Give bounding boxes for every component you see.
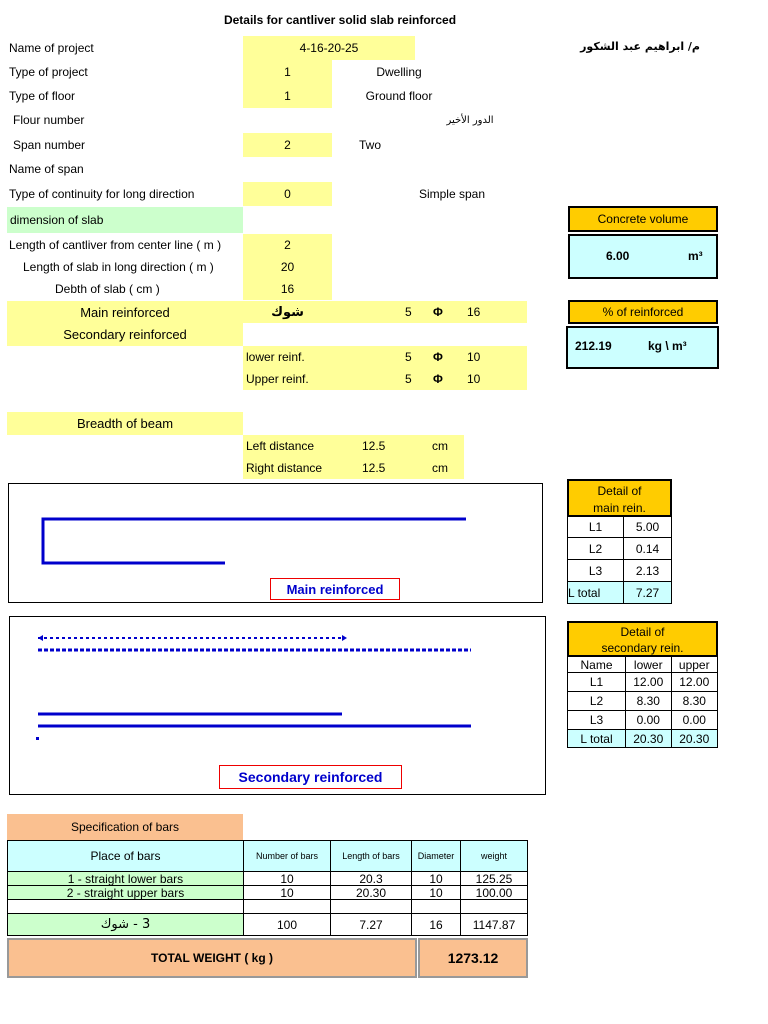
main-reinf-phi: Φ <box>433 305 443 319</box>
secondary-detail-total-upper: 20.30 <box>671 730 718 748</box>
depth-label: Debth of slab ( cm ) <box>55 282 160 296</box>
secondary-detail-name: L2 <box>568 692 626 711</box>
table-row <box>8 914 528 936</box>
table-row <box>8 841 528 872</box>
secondary-detail-name: L3 <box>568 711 626 730</box>
floor-type-label: Type of floor <box>9 89 76 103</box>
upper-bar-arrow <box>342 635 347 641</box>
floor-type-value[interactable]: 1 <box>243 84 332 108</box>
main-detail-value: 5.00 <box>624 516 672 538</box>
secondary-detail-title-2: secondary rein. <box>601 641 684 655</box>
secondary-detail-total-label: L total <box>568 730 626 748</box>
spec-diameter: 10 <box>412 886 461 900</box>
lower-reinf-phi: Φ <box>433 350 443 364</box>
long-length-label: Length of slab in long direction ( m ) <box>23 260 214 274</box>
span-number-value[interactable]: 2 <box>243 133 332 157</box>
project-type-label: Type of project <box>9 65 88 79</box>
spec-title: Specification of bars <box>7 814 243 840</box>
beam-right-unit: cm <box>432 461 448 475</box>
spec-empty-cell <box>244 900 331 914</box>
percent-header: % of reinforced <box>568 300 718 324</box>
upper-reinf-count[interactable]: 5 <box>405 372 412 386</box>
continuity-text: Simple span <box>418 187 486 201</box>
continuity-value[interactable]: 0 <box>243 182 332 206</box>
upper-bar-arrow-left <box>38 635 43 641</box>
spec-header-place: Place of bars <box>8 841 244 872</box>
table-row <box>568 730 718 748</box>
secondary-drawing-caption: Secondary reinforced <box>219 765 402 789</box>
spec-header-diameter: Diameter <box>412 841 461 872</box>
depth-value[interactable]: 16 <box>243 278 332 300</box>
spec-empty-cell <box>412 900 461 914</box>
project-name-value[interactable]: 4-16-20-25 <box>243 36 415 60</box>
main-detail-header <box>567 479 672 517</box>
spec-number: 10 <box>244 872 331 886</box>
spec-empty-cell <box>331 900 412 914</box>
spec-place: 1 - straight lower bars <box>8 872 244 886</box>
main-detail-total: 7.27 <box>624 582 672 604</box>
main-detail-name: L1 <box>568 516 624 538</box>
project-type-value[interactable]: 1 <box>243 60 332 84</box>
cantilever-length-label: Length of cantliver from center line ( m ) <box>9 238 222 252</box>
table-row <box>568 560 672 582</box>
engineer-name: م/ ابراهيم عبد الشكور <box>580 40 700 53</box>
table-row <box>568 692 718 711</box>
concrete-volume-unit: m³ <box>688 249 703 263</box>
secondary-detail-header-name: Name <box>568 657 626 673</box>
main-detail-value: 0.14 <box>624 538 672 560</box>
dimension-header: dimension of slab <box>7 207 243 233</box>
beam-right-label: Right distance <box>246 461 323 475</box>
cantilever-length-value[interactable]: 2 <box>243 234 332 256</box>
beam-left-label: Left distance <box>246 439 315 453</box>
spec-header-length: Length of bars <box>331 841 412 872</box>
main-detail-name: L3 <box>568 560 624 582</box>
spec-number: 100 <box>244 914 331 936</box>
secondary-detail-table <box>567 656 718 748</box>
upper-reinf-label: Upper reinf. <box>246 372 309 386</box>
spec-weight: 125.25 <box>461 872 528 886</box>
table-row <box>568 538 672 560</box>
secondary-detail-name: L1 <box>568 673 626 692</box>
secondary-detail-upper: 12.00 <box>671 673 718 692</box>
secondary-reinf-label: Secondary reinforced <box>7 323 243 346</box>
project-name-label: Name of project <box>9 41 94 55</box>
beam-label: Breadth of beam <box>7 412 243 435</box>
spec-empty-cell <box>8 900 244 914</box>
concrete-volume-header: Concrete volume <box>568 206 718 232</box>
spec-header-weight: weight <box>461 841 528 872</box>
table-row <box>8 886 528 900</box>
spec-length: 20.30 <box>331 886 412 900</box>
table-row <box>568 711 718 730</box>
main-detail-table <box>567 515 672 604</box>
floor-number-text: الدور الأخير <box>446 114 494 126</box>
secondary-detail-upper: 0.00 <box>671 711 718 730</box>
spec-weight: 1147.87 <box>461 914 528 936</box>
span-name-label: Name of span <box>9 162 84 176</box>
spec-length: 7.27 <box>331 914 412 936</box>
lower-reinf-count[interactable]: 5 <box>405 350 412 364</box>
main-reinf-label: Main reinforced <box>80 304 170 320</box>
main-bar-shape <box>43 519 466 563</box>
continuity-label: Type of continuity for long direction <box>9 187 195 201</box>
secondary-detail-upper: 8.30 <box>671 692 718 711</box>
main-detail-title-1: Detail of <box>597 484 642 498</box>
spec-diameter: 10 <box>412 872 461 886</box>
secondary-detail-lower: 0.00 <box>626 711 672 730</box>
table-row <box>568 673 718 692</box>
secondary-detail-total-lower: 20.30 <box>626 730 672 748</box>
spec-length: 20.3 <box>331 872 412 886</box>
spec-place: 3 - شوك <box>8 914 244 936</box>
main-detail-total-label: L total <box>568 582 624 604</box>
table-row <box>8 872 528 886</box>
secondary-detail-header <box>567 621 718 657</box>
main-detail-title-2: main rein. <box>593 501 646 515</box>
table-row <box>8 900 528 914</box>
total-weight-label: TOTAL WEIGHT ( kg ) <box>7 938 417 978</box>
main-drawing-caption: Main reinforced <box>270 578 400 600</box>
table-row <box>568 582 672 604</box>
percent-value: 212.19 <box>575 339 612 353</box>
table-row <box>568 657 718 673</box>
spec-number: 10 <box>244 886 331 900</box>
secondary-detail-header-upper: upper <box>671 657 718 673</box>
spec-diameter: 16 <box>412 914 461 936</box>
project-type-text: Dwelling <box>376 65 422 79</box>
spec-table <box>7 840 528 936</box>
long-length-value[interactable]: 20 <box>243 256 332 278</box>
spec-weight: 100.00 <box>461 886 528 900</box>
concrete-volume-value: 6.00 <box>606 249 630 263</box>
main-detail-value: 2.13 <box>624 560 672 582</box>
span-number-label: Span number <box>13 138 86 152</box>
spec-header-number: Number of bars <box>244 841 331 872</box>
floor-number-label: Flour number <box>13 113 85 127</box>
page-title: Details for cantliver solid slab reinforced <box>223 13 457 27</box>
beam-left-value[interactable]: 12.5 <box>362 439 386 453</box>
secondary-detail-lower: 8.30 <box>626 692 672 711</box>
beam-right-value[interactable]: 12.5 <box>362 461 386 475</box>
bar-dot <box>36 737 39 740</box>
main-reinf-arabic: شوك <box>271 304 304 320</box>
spec-place: 2 - straight upper bars <box>8 886 244 900</box>
total-weight-value: 1273.12 <box>418 938 528 978</box>
secondary-detail-header-lower: lower <box>626 657 672 673</box>
floor-type-text: Ground floor <box>365 89 433 103</box>
main-reinf-dia[interactable]: 16 <box>467 305 481 319</box>
secondary-detail-lower: 12.00 <box>626 673 672 692</box>
table-row <box>568 516 672 538</box>
beam-left-unit: cm <box>432 439 448 453</box>
main-reinf-count[interactable]: 5 <box>405 305 412 319</box>
lower-reinf-label: lower reinf. <box>246 350 305 364</box>
span-number-text: Two <box>359 138 382 152</box>
spec-empty-cell <box>461 900 528 914</box>
main-detail-name: L2 <box>568 538 624 560</box>
upper-reinf-dia[interactable]: 10 <box>467 372 481 386</box>
percent-unit: kg \ m³ <box>648 339 687 353</box>
lower-reinf-dia[interactable]: 10 <box>467 350 481 364</box>
upper-reinf-phi: Φ <box>433 372 443 386</box>
secondary-detail-title-1: Detail of <box>620 625 665 639</box>
